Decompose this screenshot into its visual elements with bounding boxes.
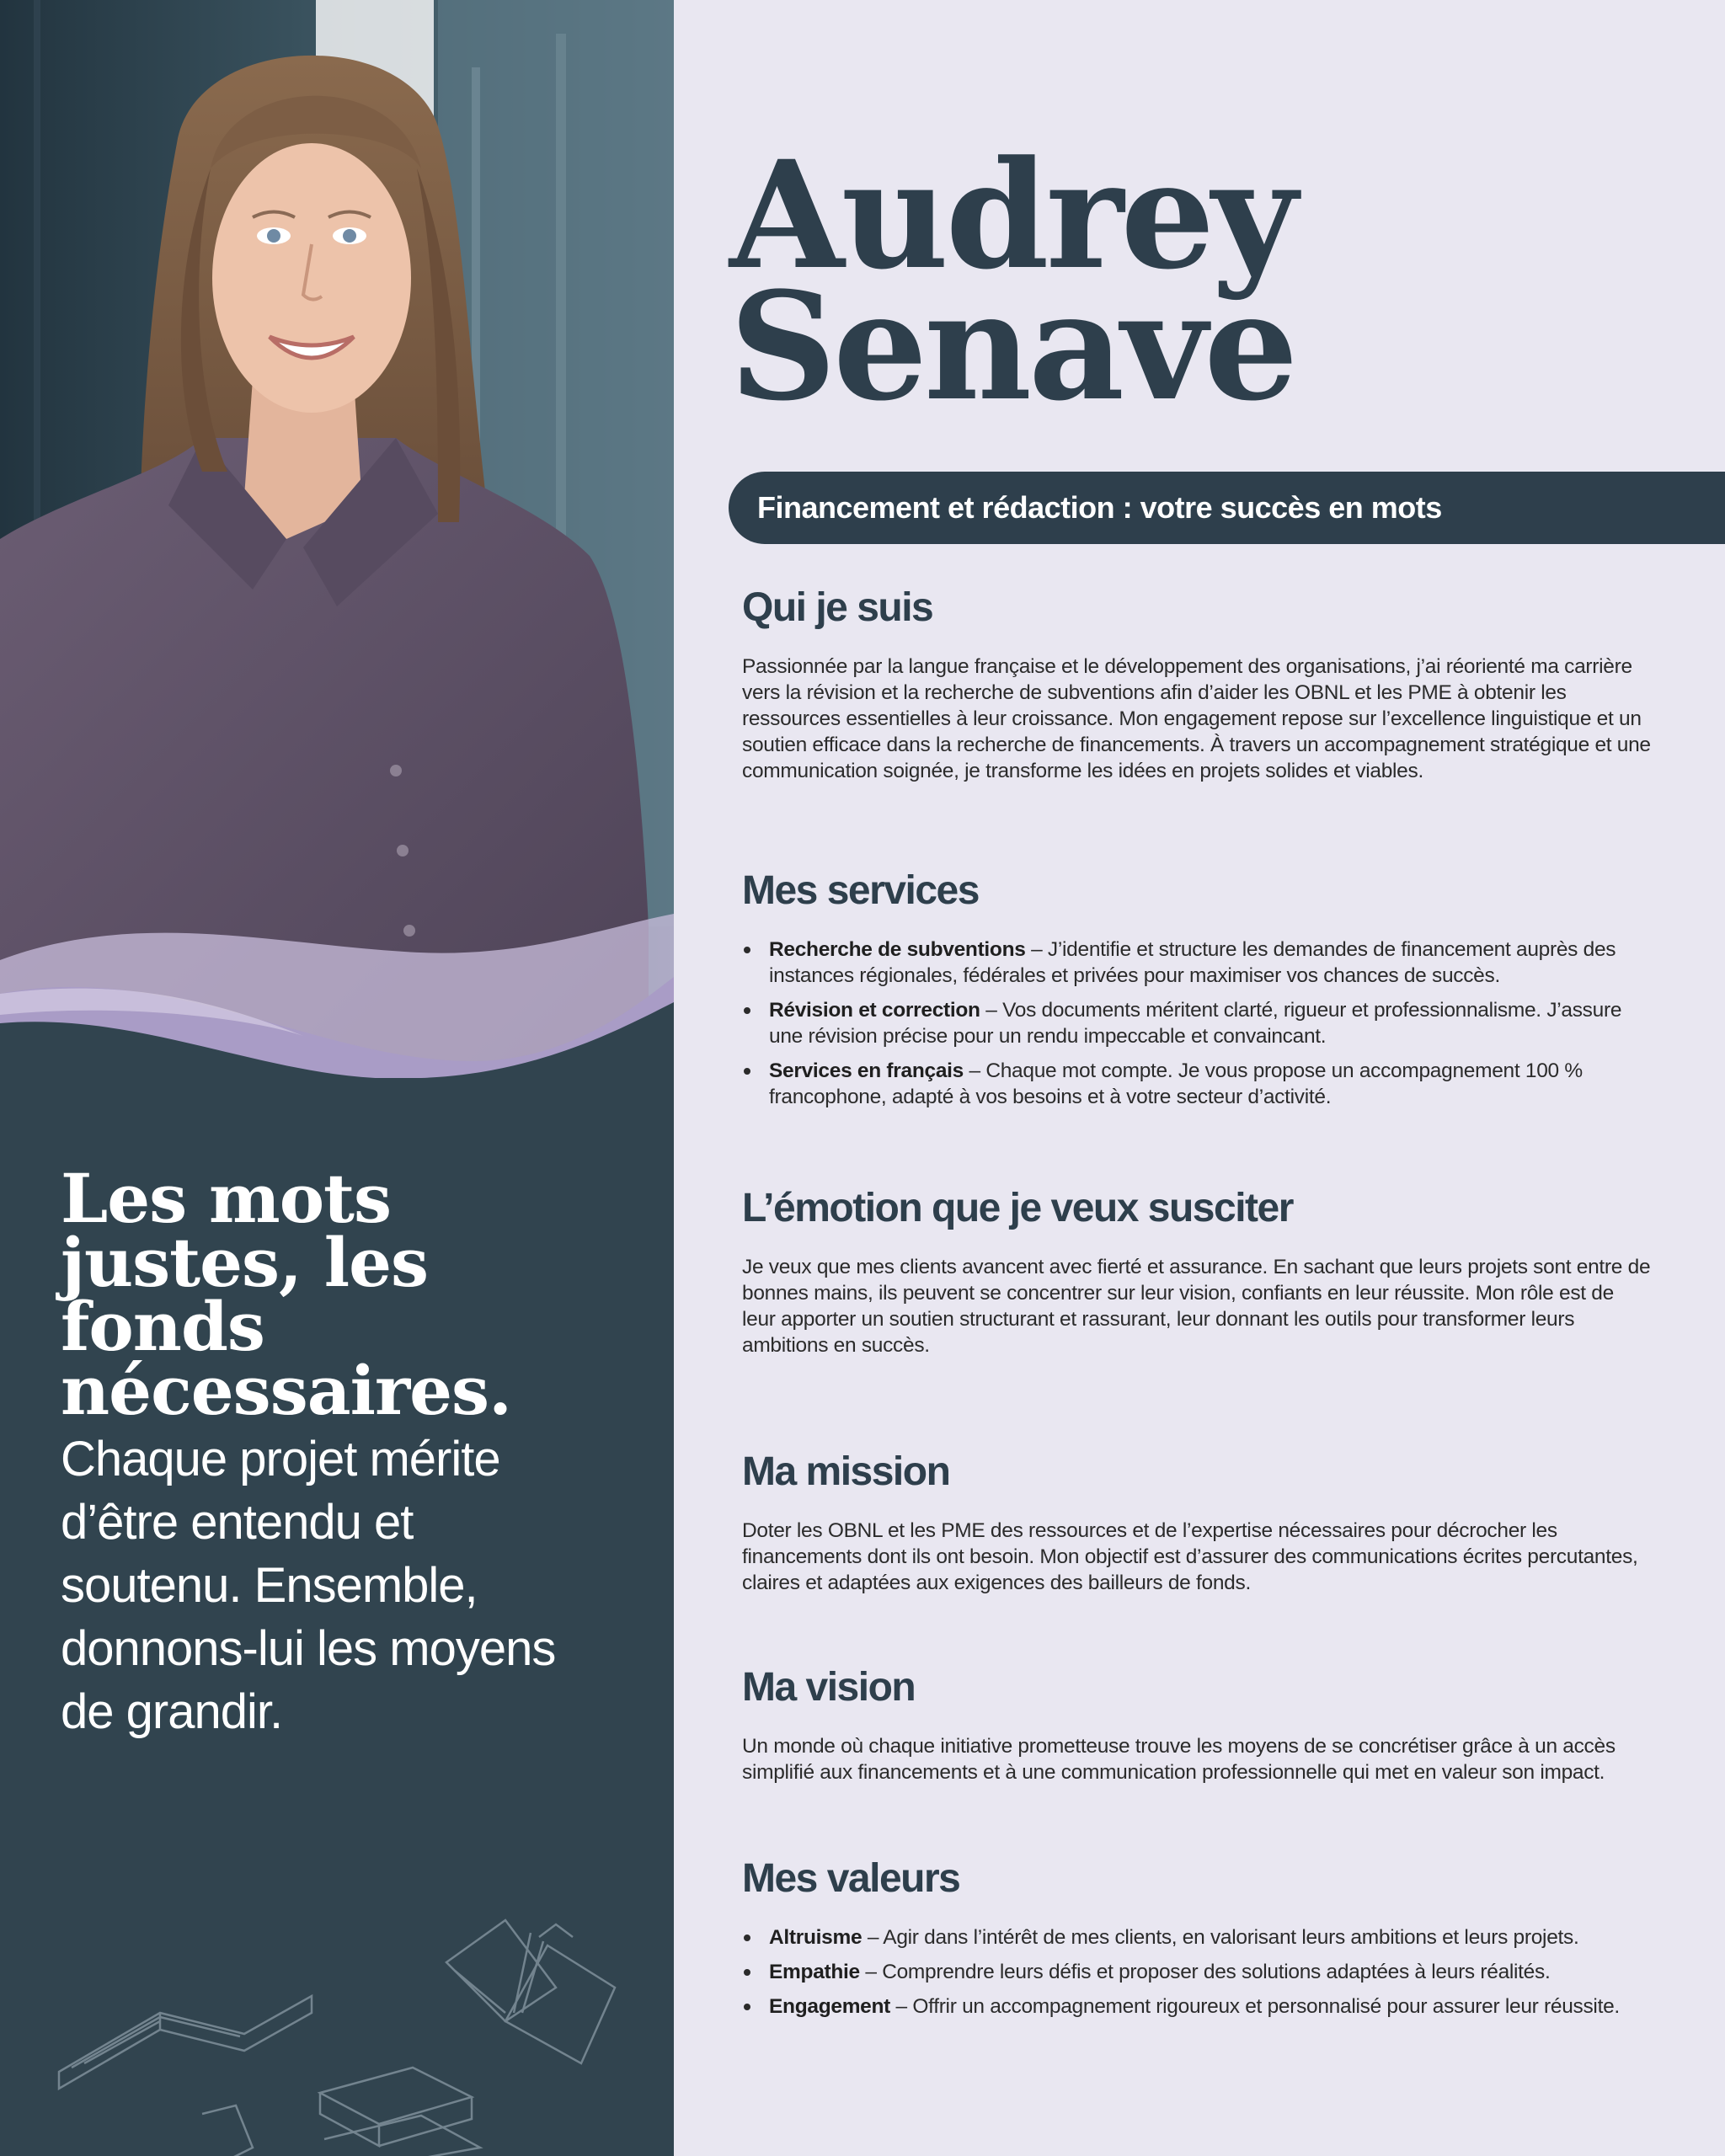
section-vision [742, 1664, 1652, 1785]
list-item: Empathie – Comprendre leurs défis et proposer des solutions adaptées à leurs réalités. [742, 1959, 1652, 1985]
list-item: Révision et correction – Vos documents méritent clarté, rigueur et professionnalisme. J’assure une révision précise pour un rendu impeccable et convaincant. [742, 997, 1652, 1049]
list-item: Recherche de subventions – J’identifie et structure les demandes de financement auprès des instances régionales, fédérales et privées pour maximiser vos chances de succès. [742, 937, 1652, 989]
section-title: Mes valeurs [742, 1856, 960, 1901]
section-title: Ma mission [742, 1449, 950, 1494]
list-item: Engagement – Offrir un accompagnement rigoureux et personnalisé pour assurer leur réussite. [742, 1993, 1652, 2020]
section-emotion [742, 1185, 1652, 1358]
sidebar-tagline: Les mots justes, les fonds nécessaires. [61, 1159, 511, 1430]
headline-banner [729, 472, 1725, 544]
section-mission [742, 1449, 1652, 1596]
list-item: Altruisme – Agir dans l’intérêt de mes clients, en valorisant leurs ambitions et leurs projets. [742, 1924, 1652, 1951]
sidebar-quote: Chaque projet mérite d’être entendu et soutenu. Ensemble, donnons-lui les moyens de grandir. [61, 1432, 556, 1739]
section-text: Passionnée par la langue française et le développement des organisations, j’ai réorienté ma carrière vers la révision et la recherche de subventions afin d’aider les OBNL et les PME à obtenir les ressources essentielles à leur croissance. Mon engagement repose sur l’excellence linguistique et un soutien efficace dans la recherche de financements. À travers un accompagnement stratégique et une communication soignée, je transforme les idées en projets solides et viables. [742, 655, 1651, 782]
section-text: Je veux que mes clients avancent avec fierté et assurance. En sachant que leurs projets sont entre de bonnes mains, ils peuvent se concentrer sur leur vision, confiants en leur réussite. Mon rôle est de leur apporter un soutien structurant et rassurant, leur donnant les outils pour transformer leurs ambitions en succès. [742, 1256, 1651, 1357]
values-list [742, 1924, 1652, 2020]
section-values [742, 1855, 1652, 2020]
section-title: Ma vision [742, 1665, 916, 1710]
section-title: Qui je suis [742, 585, 933, 630]
profile-photo [0, 0, 674, 1078]
books-illustration [34, 1895, 640, 2156]
banner-text: Financement et rédaction : votre succès en mots [757, 490, 1442, 525]
section-about [742, 584, 1652, 784]
first-name: Audrey [729, 128, 1295, 302]
section-text: Un monde où chaque initiative prometteuse trouve les moyens de se concrétiser grâce à un accès simplifié aux financements et à une communication professionnelle qui met en valeur son impact. [742, 1735, 1616, 1784]
section-title: Mes services [742, 868, 979, 913]
last-name: Senave [729, 259, 1295, 434]
section-title: L’émotion que je veux susciter [742, 1186, 1293, 1230]
services-list [742, 937, 1652, 1110]
section-services [742, 867, 1652, 1110]
profile-name [729, 128, 1295, 434]
section-text: Doter les OBNL et les PME des ressources et de l’expertise nécessaires pour décrocher les financements dont ils ont besoin. Mon objectif est d’assurer des communications écrites percutantes, claires et adaptées aux exigences des bailleurs de fonds. [742, 1519, 1638, 1594]
list-item: Services en français – Chaque mot compte. Je vous propose un accompagnement 100 % francophone, adapté à vos besoins et à votre secteur d’activité. [742, 1058, 1652, 1110]
left-panel [0, 0, 674, 2156]
